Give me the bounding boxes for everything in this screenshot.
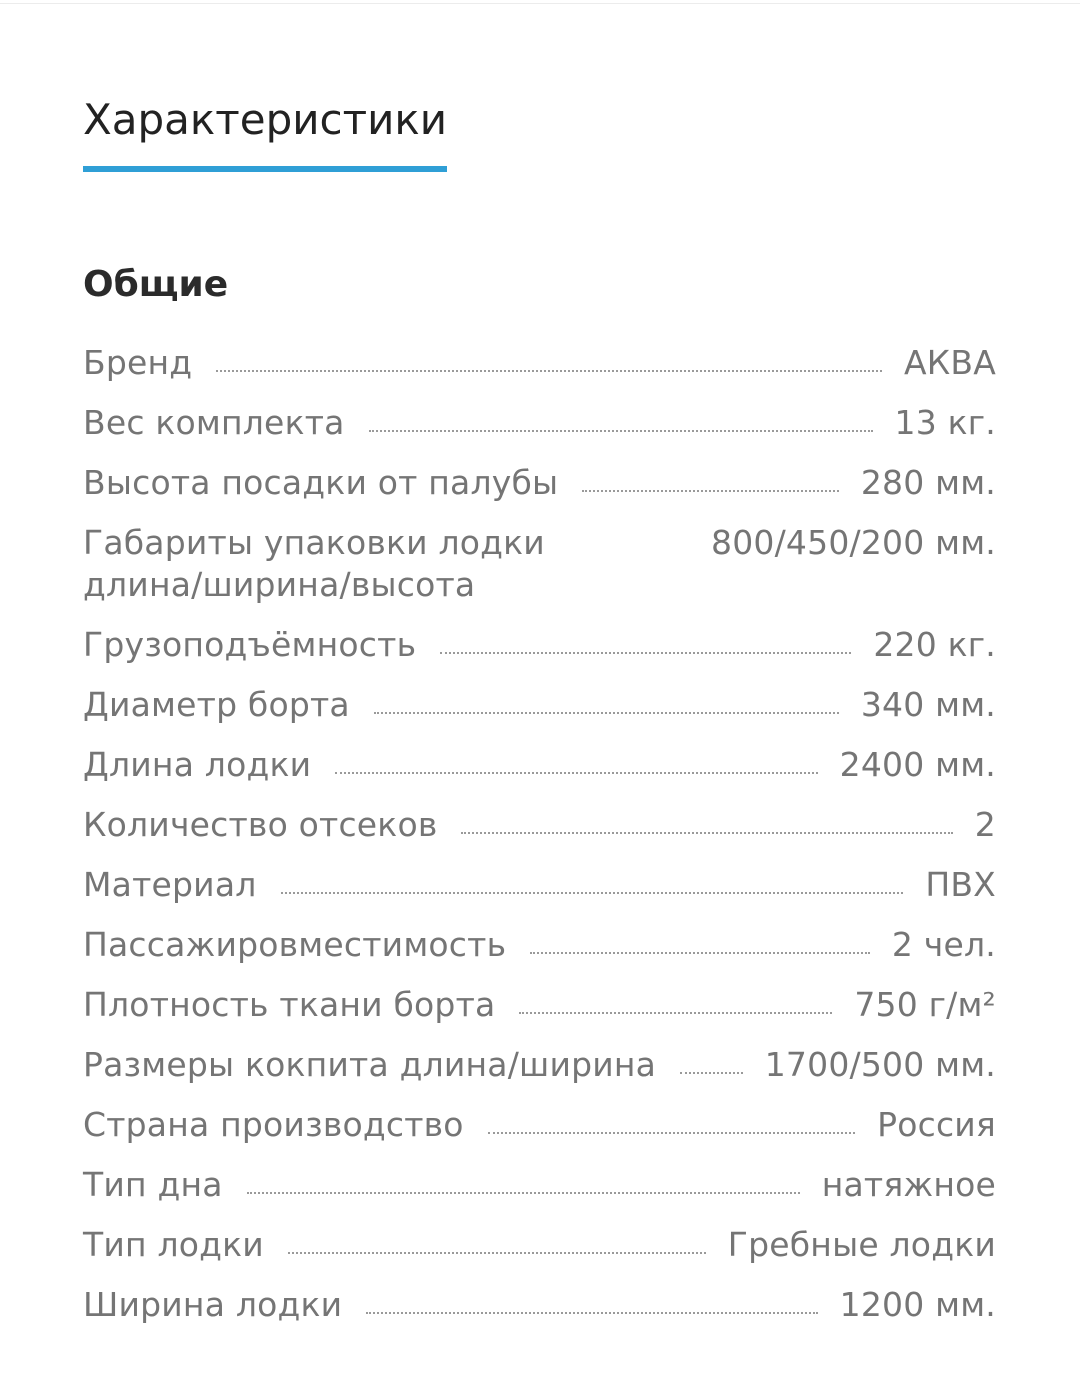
dotted-leader: [461, 804, 952, 834]
spec-value: 280 мм.: [860, 463, 996, 502]
spec-row-compartments: [83, 795, 996, 855]
spec-name: Количество отсеков: [83, 805, 438, 844]
spec-name: Пассажировместимость: [83, 925, 507, 964]
spec-row-package-size: [83, 513, 996, 615]
spec-value: 2 чел.: [891, 925, 996, 964]
section-title: Общие: [83, 264, 229, 305]
dotted-leader: [288, 1224, 706, 1254]
spec-row-tube-diameter: [83, 675, 996, 735]
spec-name: Материал: [83, 865, 257, 904]
spec-value: 220 кг.: [873, 625, 996, 664]
dotted-leader: [366, 1284, 817, 1314]
dotted-leader: [519, 984, 832, 1014]
spec-row-cockpit-size: [83, 1035, 996, 1095]
spec-row-country: [83, 1095, 996, 1155]
spec-name: Длина лодки: [83, 745, 312, 784]
spec-name: Высота посадки от палубы: [83, 463, 559, 502]
spec-name: Тип лодки: [83, 1225, 264, 1264]
spec-row-load-capacity: [83, 615, 996, 675]
dotted-leader: [374, 684, 839, 714]
spec-name: Вес комплекта: [83, 403, 345, 442]
dotted-leader: [440, 624, 851, 654]
spec-value: АКВА: [903, 343, 996, 382]
spec-name: Бренд: [83, 343, 193, 382]
spec-row-boat-width: [83, 1275, 996, 1335]
spec-name: Диаметр борта: [83, 685, 350, 724]
dotted-leader: [680, 1044, 743, 1074]
spec-list: [83, 333, 996, 1335]
dotted-leader: [335, 744, 817, 774]
spec-value: 1200 мм.: [839, 1285, 996, 1324]
spec-row-material: [83, 855, 996, 915]
dotted-leader: [247, 1164, 800, 1194]
spec-value: натяжное: [821, 1165, 996, 1204]
spec-name: Размеры кокпита длина/ширина: [83, 1045, 657, 1084]
spec-name: Грузоподъёмность: [83, 625, 417, 664]
spec-value: 1700/500 мм.: [764, 1045, 996, 1084]
spec-name: Ширина лодки: [83, 1285, 343, 1324]
dotted-leader: [582, 462, 839, 492]
spec-row-brand: [83, 333, 996, 393]
dotted-leader: [530, 924, 870, 954]
title-underline: [83, 166, 447, 172]
spec-name: Плотность ткани борта: [83, 985, 496, 1024]
spec-value: 750 г/м²: [854, 985, 996, 1024]
spec-value: 2: [974, 805, 996, 844]
spec-row-seat-height: [83, 453, 996, 513]
spec-value: 13 кг.: [894, 403, 996, 442]
dotted-leader: [216, 342, 882, 372]
spec-row-fabric-density: [83, 975, 996, 1035]
spec-row-boat-type: [83, 1215, 996, 1275]
spec-value: Гребные лодки: [727, 1225, 996, 1264]
spec-row-passengers: [83, 915, 996, 975]
spec-row-boat-length: [83, 735, 996, 795]
spec-name: Тип дна: [83, 1165, 223, 1204]
page-title: Характеристики: [83, 95, 448, 144]
dotted-leader: [369, 402, 873, 432]
spec-row-kit-weight: [83, 393, 996, 453]
spec-row-floor-type: [83, 1155, 996, 1215]
spec-name: Габариты упаковки лодки длина/ширина/высота: [83, 523, 545, 604]
spec-value: Россия: [877, 1105, 996, 1144]
dotted-leader: [281, 864, 904, 894]
spec-value: 340 мм.: [860, 685, 996, 724]
spec-value: 800/450/200 мм.: [711, 523, 996, 562]
spec-name: Страна производство: [83, 1105, 464, 1144]
spec-value: 2400 мм.: [839, 745, 996, 784]
spec-value: ПВХ: [925, 865, 996, 904]
top-divider: [0, 3, 1080, 4]
dotted-leader: [488, 1104, 855, 1134]
